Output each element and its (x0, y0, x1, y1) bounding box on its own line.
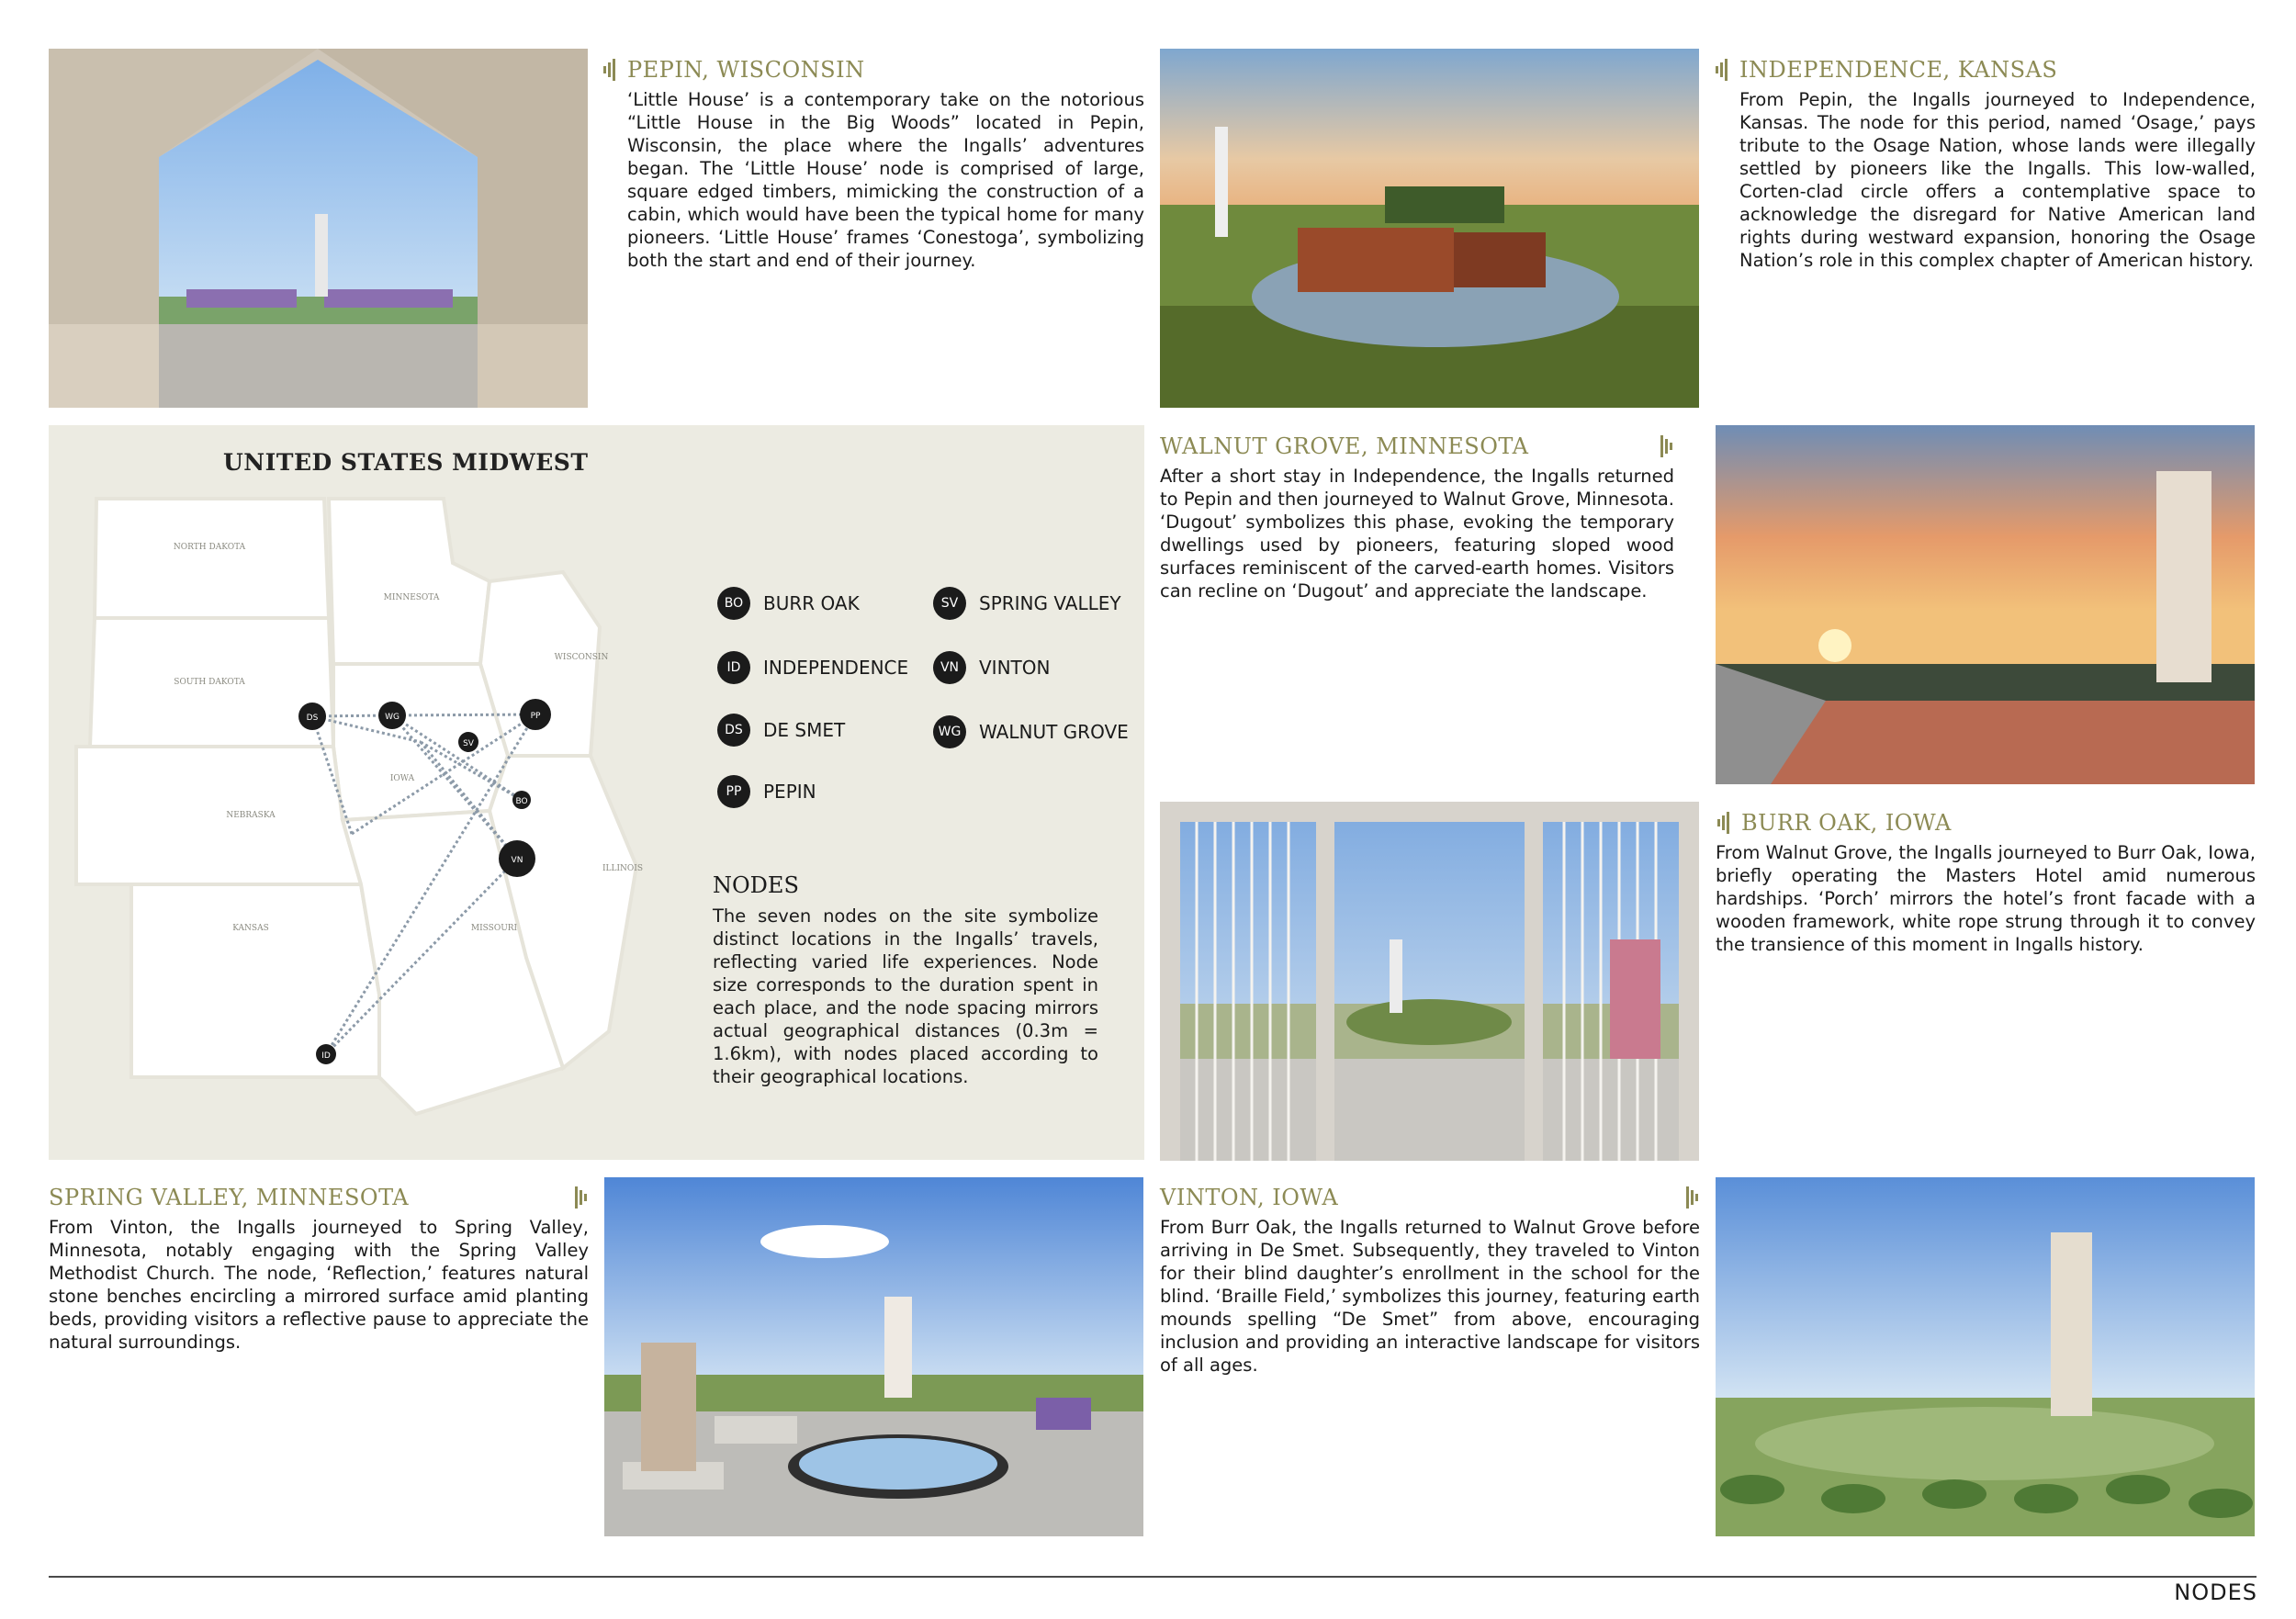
section-body: From Walnut Grove, the Ingalls journeyed to Burr Oak, Iowa, briefly operating the Masters Hotel amid numerous hardships. ‘Porch’ mirrors the hotel’s front facade with a wooden framework, white rope strung through it to convey the transience of this moment in Ingalls history. (1716, 842, 2256, 955)
state-label: NORTH DAKOTA (173, 543, 246, 552)
node-marker-icon (602, 57, 618, 83)
section-title: INDEPENDENCE, KANSAS (1739, 57, 2058, 83)
legend-item-bo (717, 587, 860, 620)
svg-text:DS: DS (306, 714, 319, 723)
walnut-grove-section (1160, 433, 1674, 602)
legend-label: WALNUT GROVE (979, 721, 1129, 743)
node-marker-icon (1658, 433, 1674, 459)
node-badge: SV (933, 587, 966, 620)
section-body: From Burr Oak, the Ingalls returned to Walnut Grove before arriving in De Smet. Subsequently, they traveled to Vinton for their blind daughter’s enrollment in the school for the blind. ‘Braille Field,’ symbolizes this journey, featuring earth mounds spelling “De Smet” from above, encouraging inclusion and providing an interactive landscape for visitors of all ages. (1160, 1217, 1700, 1376)
legend-item-ds (717, 714, 845, 747)
svg-text:SV: SV (463, 739, 474, 748)
map-node-wg (378, 702, 406, 729)
legend-label: PEPIN (763, 781, 816, 803)
state-label: SOUTH DAKOTA (174, 678, 245, 687)
section-body: From Vinton, the Ingalls journeyed to Spring Valley, Minnesota, notably engaging with the Spring Valley Methodist Church. The node, ‘Reflection,’ features natural stone benches encircling a mirrored surface amid planting beds, providing visitors a reflective pause to appreciate the natural surroundings. (49, 1217, 589, 1353)
svg-text:WG: WG (385, 713, 400, 722)
state-label: MISSOURI (470, 924, 518, 933)
page-label: NODES (2174, 1580, 2257, 1605)
state-label: WISCONSIN (554, 653, 609, 662)
section-body: ‘Little House’ is a contemporary take on the notorious “Little House in the Big Woods” located in Pepin, Wisconsin, the place where the Ingalls’ adventures began. The ‘Little House’ node is comprised of large, square edged timbers, mimicking the construction of a cabin, which would have been the typical home for many pioneers. ‘Little House’ frames ‘Conestoga’, symbolizing both the start and end of their journey. (627, 89, 1144, 271)
node-marker-icon (572, 1185, 589, 1210)
independence-section (1714, 57, 2256, 272)
node-marker-icon (1714, 57, 1730, 83)
node-marker-icon (1683, 1185, 1700, 1210)
node-badge: DS (717, 714, 750, 747)
svg-text:VN: VN (511, 856, 523, 865)
state-label: KANSAS (232, 924, 269, 933)
state-label: IOWA (389, 774, 415, 783)
vinton-section (1160, 1185, 1700, 1377)
braille-field-rendering (1716, 1177, 2255, 1536)
spring-valley-section (49, 1185, 589, 1354)
state-nebraska (76, 747, 361, 884)
burr-oak-section (1716, 810, 2256, 956)
map-node-vn (499, 840, 535, 877)
section-body: From Pepin, the Ingalls journeyed to Independence, Kansas. The node for this period, named ‘Osage,’ pays tribute to the Osage Nation, whose lands were illegally settled by pioneers like the Ingalls. This low-walled, Corten-clad circle offers a contemplative space to acknowledge the disregard for Native American land rights during westward expansion, honoring the Osage Nation’s role in this complex chapter of American history. (1739, 89, 2256, 271)
pepin-section (602, 57, 1144, 272)
legend-item-id (717, 651, 908, 684)
state-label: MINNESOTA (383, 593, 440, 602)
porch-rendering (1160, 802, 1699, 1161)
dugout-rendering (1716, 425, 2255, 784)
node-badge: VN (933, 651, 966, 684)
state-label: ILLINOIS (602, 864, 644, 873)
legend-item-wg (933, 715, 1129, 748)
node-badge: WG (933, 715, 966, 748)
section-title: SPRING VALLEY, MINNESOTA (49, 1185, 410, 1210)
state-north-dakota (95, 499, 329, 618)
legend-label: VINTON (979, 657, 1051, 679)
map-node-bo (512, 791, 531, 809)
nodes-description: The seven nodes on the site symbolize distinct locations in the Ingalls’ travels, reflecting varied life experiences. Node size corresponds to the duration spent in each place, and the node spacing mirrors actual geographical distances (0.3m = 1.6km), with nodes placed according to their geographical locations. (713, 905, 1098, 1087)
state-kansas (131, 884, 379, 1077)
node-marker-icon (1716, 810, 1732, 836)
state-minnesota (329, 499, 490, 664)
node-badge: PP (717, 775, 750, 808)
svg-text:PP: PP (530, 712, 541, 721)
state-label: NEBRASKA (226, 811, 276, 820)
svg-text:ID: ID (321, 1051, 331, 1061)
legend-label: DE SMET (763, 719, 846, 741)
osage-rendering (1160, 49, 1699, 408)
legend-item-vn (933, 651, 1050, 684)
section-title: BURR OAK, IOWA (1741, 810, 1952, 836)
map-node-id (316, 1044, 336, 1064)
legend-label: INDEPENDENCE (763, 657, 909, 679)
map-node-pp (520, 699, 551, 730)
footer-divider (49, 1576, 2257, 1578)
nodes-title: NODES (713, 872, 799, 898)
legend-label: BURR OAK (763, 592, 860, 614)
section-body: After a short stay in Independence, the Ingalls returned to Pepin and then journeyed to Walnut Grove, Minnesota. ‘Dugout’ symbolizes this phase, evoking the temporary dwellings used by pioneers, featuring sloped wood surfaces reminiscent of the carved-earth homes. Visitors can recline on ‘Dugout’ and appreciate the landscape. (1160, 466, 1674, 602)
reflection-rendering (604, 1177, 1143, 1536)
map-title: UNITED STATES MIDWEST (223, 449, 589, 476)
section-title: VINTON, IOWA (1160, 1185, 1339, 1210)
little-house-rendering (49, 49, 588, 408)
legend-item-sv (933, 587, 1121, 620)
section-title: WALNUT GROVE, MINNESOTA (1160, 433, 1529, 459)
legend-label: SPRING VALLEY (979, 592, 1121, 614)
midwest-map-panel (49, 425, 1144, 1160)
node-badge: ID (717, 651, 750, 684)
svg-text:BO: BO (515, 797, 528, 806)
map-node-ds (298, 703, 326, 730)
midwest-map (49, 480, 692, 1160)
legend-item-pp (717, 775, 816, 808)
node-badge: BO (717, 587, 750, 620)
map-node-sv (458, 732, 478, 752)
section-title: PEPIN, WISCONSIN (627, 57, 865, 83)
